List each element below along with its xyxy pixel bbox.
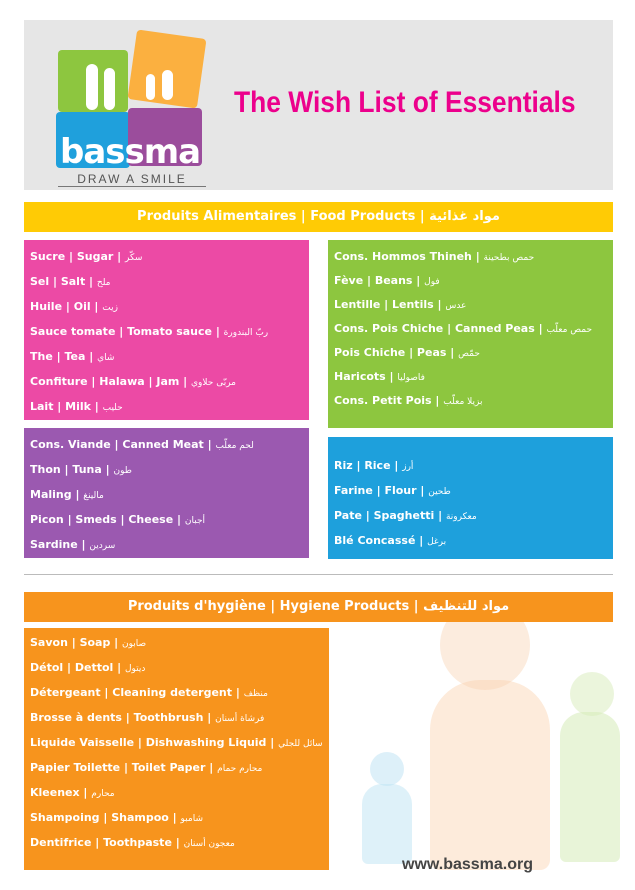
list-item: Blé Concassé | برغل [334,534,447,547]
list-item: Pois Chiche | Peas | حمّص [334,346,480,359]
silhouette-child-green [570,672,614,716]
purple-food-list [24,428,309,558]
pink-food-list [24,240,309,420]
silhouette-child-blue-body [362,784,412,864]
logo-family-figure-4 [162,70,173,100]
hygiene-products-bar: Produits d'hygiène | Hygiene Products | مواد للتنظيف [24,592,613,622]
list-item: Lait | Milk | حليب [30,400,123,413]
header-panel [24,20,613,190]
blue-food-list [328,437,613,559]
list-item: Brosse à dents | Toothbrush | فرشاة أسنان [30,711,265,724]
list-item: The | Tea | شاي [30,350,115,363]
list-item: Sauce tomate | Tomato sauce | ربّ البندورة [30,325,269,338]
list-item: Cons. Petit Pois | بزيلا معلّب [334,394,483,407]
bassma-logo [54,28,224,188]
silhouette-child-blue [370,752,404,786]
list-item: Huile | Oil | زيت [30,300,118,313]
list-item: Haricots | فاصوليا [334,370,425,383]
section-divider [24,574,613,575]
list-item: Sucre | Sugar | سكّر [30,250,143,263]
list-item: Fève | Beans | فول [334,274,440,287]
list-item: Cons. Hommos Thineh | حمص بطحينة [334,250,535,263]
silhouette-adult-body [430,680,550,870]
list-item: Thon | Tuna | طون [30,463,132,476]
list-item: Shampoing | Shampoo | شامبو [30,811,204,824]
logo-family-figure-2 [104,68,115,110]
list-item: Détergeant | Cleaning detergent | منظف [30,686,268,699]
logo-tagline: DRAW A SMILE [58,172,206,187]
website-url[interactable]: www.bassma.org [402,856,533,873]
list-item: Lentille | Lentils | عدس [334,298,467,311]
list-item: Dentifrice | Toothpaste | معجون أسنان [30,836,235,849]
list-item: Maling | مالينغ [30,488,104,501]
green-food-list [328,240,613,428]
list-item: Détol | Dettol | ديتول [30,661,146,674]
logo-family-figure-3 [146,74,155,100]
list-item: Cons. Pois Chiche | Canned Peas | حمص معلّب [334,322,593,335]
list-item: Cons. Viande | Canned Meat | لحم معلّب [30,438,254,451]
list-item: Confiture | Halawa | Jam | مربّى حلاوي [30,375,236,388]
list-item: Picon | Smeds | Cheese | أجبان [30,513,206,526]
list-item: Sel | Salt | ملح [30,275,111,288]
list-item: Farine | Flour | طحين [334,484,451,497]
list-item: Liquide Vaisselle | Dishwashing Liquid | سائل للجلي [30,736,323,749]
logo-wordmark: bassma [60,132,201,172]
list-item: Sardine | سردين [30,538,116,551]
list-item: Papier Toilette | Toilet Paper | محارم حمام [30,761,263,774]
logo-family-figure-1 [86,64,98,110]
list-item: Pate | Spaghetti | معكرونة [334,509,477,522]
list-item: Riz | Rice | أرز [334,459,414,472]
hygiene-list [24,628,329,870]
food-products-bar: Produits Alimentaires | Food Products | مواد غذائية [24,202,613,232]
page-title: The Wish List of Essentials [234,86,576,119]
list-item: Kleenex | محارم [30,786,115,799]
list-item: Savon | Soap | صابون [30,636,147,649]
silhouette-child-green-body [560,712,620,862]
